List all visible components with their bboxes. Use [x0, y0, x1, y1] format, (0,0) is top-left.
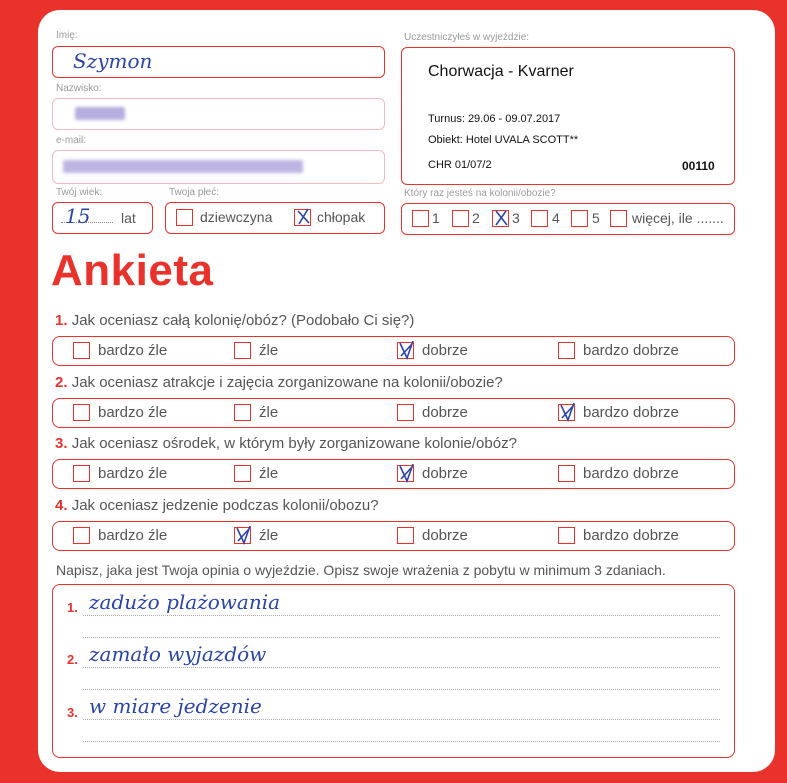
- email-field[interactable]: [52, 150, 385, 184]
- question-label: Jak oceniasz jedzenie podczas kolonii/obozu?: [71, 497, 379, 514]
- rating-option-label: dobrze: [422, 342, 468, 359]
- rating-checkbox[interactable]: [73, 404, 90, 421]
- question-1-text: [55, 312, 414, 329]
- name-field[interactable]: [52, 46, 385, 78]
- rating-checkbox[interactable]: [558, 527, 575, 544]
- redacted-email: [63, 160, 303, 173]
- trip-number: 00110: [682, 159, 715, 173]
- rating-option-label: bardzo źle: [98, 404, 168, 421]
- rating-checkbox[interactable]: [397, 465, 414, 482]
- question-4-text: [55, 497, 379, 514]
- trip-box: [401, 47, 735, 185]
- rating-checkbox[interactable]: [558, 465, 575, 482]
- rating-checkbox[interactable]: [73, 342, 90, 359]
- rating-checkbox[interactable]: [234, 527, 251, 544]
- check-mark-icon: [235, 525, 252, 545]
- opinion-line-text: w miare jedzenie: [89, 694, 262, 718]
- question-3-text: [55, 435, 517, 452]
- dotted-line: [83, 741, 720, 742]
- opinion-line-number: 1.: [67, 600, 78, 615]
- surname-field[interactable]: [52, 98, 385, 130]
- trip-object: Obiekt: Hotel UVALA SCOTT**: [428, 134, 579, 146]
- opinion-line-text: zamało wyjazdów: [89, 642, 267, 666]
- rating-checkbox[interactable]: [397, 404, 414, 421]
- rating-option-label: dobrze: [422, 404, 468, 421]
- dotted-line: [83, 615, 720, 616]
- gender-girl-label: dziewczyna: [200, 209, 273, 225]
- rating-option-label: bardzo dobrze: [583, 342, 679, 359]
- age-unit: lat: [121, 210, 136, 226]
- rating-option-label: bardzo źle: [98, 527, 168, 544]
- question-4-options: [52, 521, 735, 551]
- surname-label: Nazwisko:: [56, 83, 102, 94]
- rating-checkbox[interactable]: [234, 404, 251, 421]
- rating-option-label: bardzo dobrze: [583, 527, 679, 544]
- times-3-checkbox[interactable]: [492, 210, 509, 227]
- times-1-checkbox[interactable]: [412, 210, 429, 227]
- rating-option-label: dobrze: [422, 465, 468, 482]
- rating-checkbox[interactable]: [73, 527, 90, 544]
- times-3-label: 3: [512, 210, 520, 226]
- opinion-line-number: 3.: [67, 705, 78, 720]
- question-2-text: [55, 374, 503, 391]
- rating-option-label: źle: [259, 404, 279, 421]
- opinion-line-number: 2.: [67, 652, 78, 667]
- gender-label: Twoja płeć:: [169, 187, 220, 198]
- question-number: 2.: [55, 374, 68, 391]
- rating-option-label: bardzo dobrze: [583, 465, 679, 482]
- times-1-label: 1: [432, 210, 440, 226]
- age-value: 15: [65, 204, 91, 228]
- rating-option-label: dobrze: [422, 527, 468, 544]
- survey-card: [38, 10, 775, 772]
- question-2-options: [52, 398, 735, 428]
- rating-checkbox[interactable]: [558, 342, 575, 359]
- times-2-checkbox[interactable]: [452, 210, 469, 227]
- opinion-prompt: Napisz, jaka jest Twoja opinia o wyjeździe. Opisz swoje wrażenia z pobytu w minimum 3 zdaniach.: [56, 562, 666, 578]
- times-more-label: więcej, ile .......: [632, 210, 724, 226]
- trip-turnus: Turnus: 29.06 - 09.07.2017: [428, 113, 561, 125]
- times-more-checkbox[interactable]: [610, 210, 627, 227]
- name-value: Szymon: [73, 49, 153, 73]
- rating-checkbox[interactable]: [558, 404, 575, 421]
- trip-label: Uczestniczyłeś w wyjeździe:: [404, 32, 530, 43]
- dotted-line: [83, 719, 720, 720]
- times-5-label: 5: [592, 210, 600, 226]
- times-5-checkbox[interactable]: [571, 210, 588, 227]
- rating-checkbox[interactable]: [397, 342, 414, 359]
- times-4-label: 4: [552, 210, 560, 226]
- check-mark-icon: [493, 208, 510, 228]
- dotted-line: [83, 667, 720, 668]
- age-label: Twój wiek:: [56, 187, 103, 198]
- rating-option-label: źle: [259, 342, 279, 359]
- question-label: Jak oceniasz całą kolonię/obóz? (Podobało Ci się?): [71, 312, 415, 329]
- opinion-box[interactable]: [52, 584, 735, 758]
- gender-boy-label: chłopak: [317, 209, 366, 225]
- question-label: Jak oceniasz atrakcje i zajęcia zorganizowane na kolonii/obozie?: [71, 374, 503, 391]
- gender-boy-checkbox[interactable]: [294, 209, 311, 226]
- question-number: 1.: [55, 312, 68, 329]
- name-label: Imię:: [56, 30, 78, 41]
- times-4-checkbox[interactable]: [531, 210, 548, 227]
- age-field[interactable]: [52, 202, 153, 234]
- rating-option-label: źle: [259, 527, 279, 544]
- question-label: Jak oceniasz ośrodek, w którym były zorganizowane kolonie/obóz?: [71, 435, 517, 452]
- rating-checkbox[interactable]: [73, 465, 90, 482]
- check-mark-icon: [559, 402, 576, 422]
- question-1-options: [52, 336, 735, 366]
- opinion-line-text: zadużo plażowania: [89, 590, 281, 614]
- rating-checkbox[interactable]: [234, 342, 251, 359]
- dotted-line: [83, 637, 720, 638]
- times-label: Który raz jesteś na kolonii/obozie?: [404, 188, 556, 199]
- trip-title: Chorwacja - Kvarner: [428, 63, 574, 80]
- email-label: e-mail:: [56, 135, 87, 146]
- trip-code: CHR 01/07/2: [428, 159, 492, 171]
- rating-option-label: bardzo dobrze: [583, 404, 679, 421]
- question-3-options: [52, 459, 735, 489]
- rating-option-label: bardzo źle: [98, 342, 168, 359]
- check-mark-icon: [295, 207, 312, 227]
- survey-title: Ankieta: [51, 246, 214, 295]
- rating-checkbox[interactable]: [397, 527, 414, 544]
- question-number: 3.: [55, 435, 68, 452]
- gender-field: [165, 202, 385, 234]
- gender-girl-checkbox[interactable]: [176, 209, 193, 226]
- times-field: [401, 203, 735, 235]
- redacted-surname: [75, 107, 125, 120]
- check-mark-icon: [398, 463, 415, 483]
- rating-option-label: bardzo źle: [98, 465, 168, 482]
- times-2-label: 2: [472, 210, 480, 226]
- rating-checkbox[interactable]: [234, 465, 251, 482]
- rating-option-label: źle: [259, 465, 279, 482]
- check-mark-icon: [398, 340, 415, 360]
- dotted-line: [83, 689, 720, 690]
- question-number: 4.: [55, 497, 68, 514]
